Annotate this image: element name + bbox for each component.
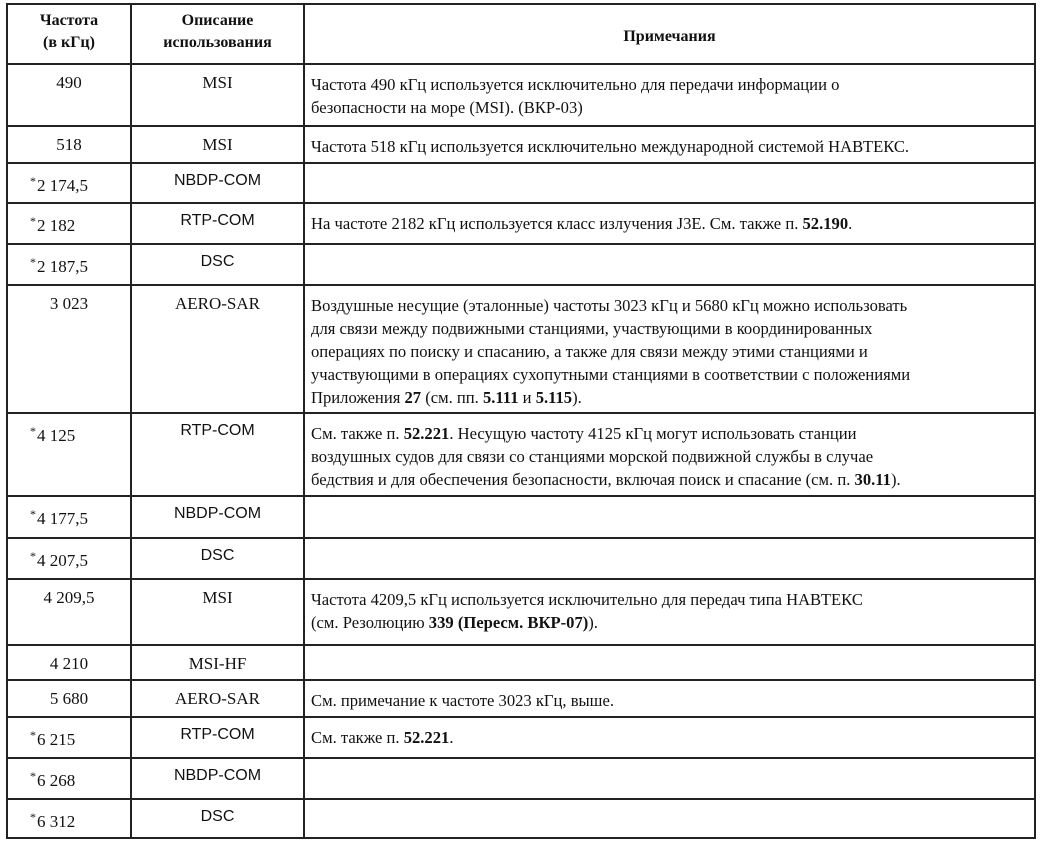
- note-text: См. также п.: [311, 424, 404, 443]
- table-row: [8, 718, 1034, 759]
- note-text: бедствия и для обеспечения безопасности, включая поиск и спасание (см. п.: [311, 470, 855, 489]
- notes-cell: [305, 539, 1034, 578]
- table-row: [8, 204, 1034, 245]
- frequency-cell: [8, 65, 130, 125]
- note-text: (см. Резолюцию: [311, 613, 429, 632]
- frequency-value: 2 182: [37, 216, 76, 235]
- note-text: ).: [572, 388, 582, 407]
- header-description-line1: Описание: [181, 12, 254, 29]
- notes-cell: [305, 245, 1034, 284]
- frequency-value: 4 177,5: [37, 509, 88, 528]
- frequency-value: 4 210: [49, 654, 89, 673]
- frequency-value: 490: [56, 73, 82, 92]
- notes-cell: [305, 164, 1034, 202]
- note-text: Частота 4209,5 кГц используется исключительно для передач типа НАВТЕКС: [311, 590, 863, 609]
- table-row: [8, 65, 1034, 127]
- usage-description-cell: MSI: [202, 588, 233, 607]
- usage-description-cell: NBDP-COM: [173, 505, 262, 522]
- note-reference: 5.115: [535, 388, 573, 407]
- notes-cell: [305, 65, 1034, 125]
- usage-description-cell: MSI: [202, 73, 233, 92]
- note-text: . Несущую частоту 4125 кГц могут использовать станции: [449, 424, 857, 443]
- table-row: [8, 286, 1034, 414]
- note-text: Частота 518 кГц используется исключительно международной системой НАВТЕКС.: [311, 137, 910, 156]
- note-text: безопасности на море (MSI). (ВКР-03): [311, 98, 583, 117]
- table-row: [8, 539, 1034, 580]
- frequency-cell: [8, 414, 130, 495]
- usage-description-cell: MSI-HF: [188, 654, 247, 673]
- frequency-cell: [8, 718, 130, 757]
- note-line: [311, 611, 1028, 634]
- note-text: операциях по поиску и спасанию, а также для связи между этими станциями и: [311, 342, 868, 361]
- frequency-cell: [8, 646, 130, 679]
- usage-description-cell: RTP-COM: [180, 422, 255, 439]
- note-text: Приложения: [311, 388, 405, 407]
- usage-description-cell: MSI: [202, 135, 233, 154]
- note-line: [311, 386, 1028, 409]
- notes-cell: [305, 718, 1034, 757]
- note-reference: 52.221: [403, 728, 450, 747]
- table-row: [8, 759, 1034, 800]
- note-line: [311, 468, 1028, 491]
- note-line: [311, 588, 1028, 611]
- table-row: [8, 580, 1034, 646]
- note-text: участвующими в операциях сухопутными станциями в соответствии с положениями: [311, 365, 911, 384]
- usage-description-cell: RTP-COM: [180, 212, 255, 229]
- header-description-line2: использования: [163, 34, 272, 51]
- usage-description-cell: DSC: [200, 808, 235, 825]
- header-notes: Примечания: [623, 28, 716, 45]
- frequency-cell: [8, 286, 130, 412]
- note-text: На частоте 2182 кГц используется класс излучения J3E. См. также п.: [311, 214, 803, 233]
- note-reference: 52.190: [802, 214, 849, 233]
- usage-description-cell: DSC: [200, 253, 235, 270]
- header-frequency: [8, 5, 130, 63]
- frequency-cell: [8, 539, 130, 578]
- table-row: [8, 245, 1034, 286]
- notes-cell: [305, 580, 1034, 644]
- usage-description-cell: NBDP-COM: [173, 172, 262, 189]
- frequency-cell: [8, 800, 130, 841]
- table-row: [8, 497, 1034, 539]
- note-text: и: [518, 388, 536, 407]
- table-row: [8, 164, 1034, 204]
- note-text: (см. пп.: [421, 388, 483, 407]
- notes-cell: [305, 204, 1034, 243]
- table-row: [8, 414, 1034, 497]
- notes-cell: [305, 800, 1034, 841]
- asterisk-mark: *: [30, 810, 36, 824]
- note-line: [311, 73, 1028, 96]
- asterisk-mark: *: [30, 174, 36, 188]
- frequency-value: 5 680: [49, 689, 89, 708]
- usage-description-cell: AERO-SAR: [174, 294, 260, 313]
- note-text: .: [449, 728, 454, 747]
- frequency-cell: [8, 204, 130, 243]
- note-line: [311, 294, 1028, 317]
- note-text: воздушных судов для связи со станциями морской подвижной службы в случае: [311, 447, 874, 466]
- notes-cell: [305, 646, 1034, 679]
- frequency-cell: [8, 580, 130, 644]
- frequency-value: 2 187,5: [37, 257, 88, 276]
- frequency-cell: [8, 681, 130, 716]
- note-text: Воздушные несущие (эталонные) частоты 3023 кГц и 5680 кГц можно использовать: [311, 296, 908, 315]
- asterisk-mark: *: [30, 255, 36, 269]
- note-reference: 27: [404, 388, 422, 407]
- note-text: для связи между подвижными станциями, участвующими в координированных: [311, 319, 873, 338]
- note-text: Частота 490 кГц используется исключительно для передачи информации о: [311, 75, 840, 94]
- note-line: [311, 212, 1028, 235]
- note-reference: 339 (Пересм. ВКР-07): [428, 613, 589, 632]
- asterisk-mark: *: [30, 728, 36, 742]
- note-text: См. также п.: [311, 728, 404, 747]
- frequency-cell: [8, 164, 130, 202]
- frequency-value: 518: [56, 135, 82, 154]
- usage-description-cell: DSC: [200, 547, 235, 564]
- table-row: [8, 800, 1034, 841]
- note-line: [311, 317, 1028, 340]
- note-line: [311, 689, 1028, 712]
- notes-cell: [305, 497, 1034, 537]
- frequency-value: 6 215: [37, 730, 76, 749]
- asterisk-mark: *: [30, 769, 36, 783]
- asterisk-mark: *: [30, 549, 36, 563]
- note-text: .: [848, 214, 853, 233]
- header-description: [132, 5, 303, 63]
- usage-description-cell: RTP-COM: [180, 726, 255, 743]
- table-row: [8, 646, 1034, 681]
- header-frequency-line1: Частота: [39, 12, 99, 29]
- note-line: [311, 422, 1028, 445]
- note-line: [311, 340, 1028, 363]
- frequency-value: 6 268: [37, 771, 76, 790]
- frequency-table: [6, 3, 1036, 839]
- frequency-value: 4 207,5: [37, 551, 88, 570]
- note-line: [311, 96, 1028, 119]
- note-reference: 52.221: [403, 424, 450, 443]
- note-reference: 30.11: [854, 470, 891, 489]
- asterisk-mark: *: [30, 424, 36, 438]
- note-line: [311, 135, 1028, 158]
- usage-description-cell: NBDP-COM: [173, 767, 262, 784]
- frequency-cell: [8, 759, 130, 798]
- note-reference: 5.111: [482, 388, 519, 407]
- frequency-value: 2 174,5: [37, 176, 88, 195]
- table-row: [8, 127, 1034, 164]
- notes-cell: [305, 127, 1034, 162]
- notes-cell: [305, 681, 1034, 716]
- frequency-value: 4 125: [37, 426, 76, 445]
- frequency-value: 4 209,5: [43, 588, 95, 607]
- asterisk-mark: *: [30, 214, 36, 228]
- asterisk-mark: *: [30, 507, 36, 521]
- note-text: См. примечание к частоте 3023 кГц, выше.: [311, 691, 614, 710]
- notes-cell: [305, 286, 1034, 412]
- usage-description-cell: AERO-SAR: [174, 689, 260, 708]
- notes-cell: [305, 414, 1034, 495]
- frequency-value: 3 023: [49, 294, 89, 313]
- table-row: [8, 681, 1034, 718]
- note-text: ).: [890, 470, 901, 489]
- frequency-cell: [8, 497, 130, 537]
- frequency-cell: [8, 245, 130, 284]
- note-line: [311, 726, 1028, 749]
- note-line: [311, 445, 1028, 468]
- note-text: ).: [588, 613, 598, 632]
- table-header-row: [8, 5, 1034, 65]
- frequency-value: 6 312: [37, 812, 76, 831]
- frequency-cell: [8, 127, 130, 162]
- header-frequency-line2: (в кГц): [43, 34, 95, 51]
- note-line: [311, 363, 1028, 386]
- notes-cell: [305, 759, 1034, 798]
